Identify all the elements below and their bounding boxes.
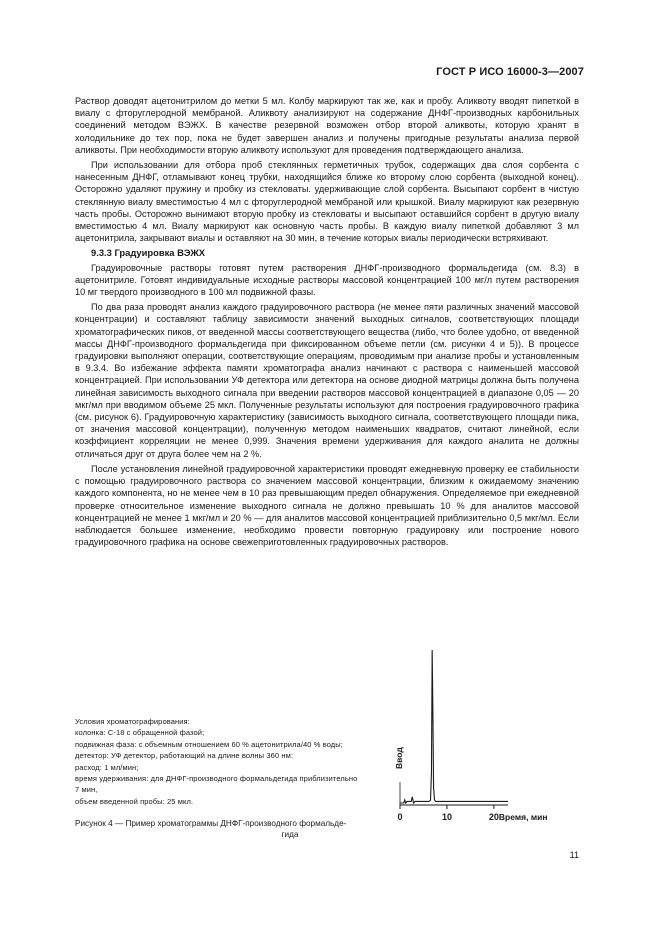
caption-line-1: Рисунок 4 — Пример хроматограммы ДНФГ-производного формальде-	[75, 819, 347, 828]
section-title: 9.3.3 Градуировка ВЭЖХ	[91, 247, 206, 259]
condition-injection-volume: объем введенной пробы: 25 мкл.	[75, 796, 194, 806]
condition-flow: расход: 1 мл/мин;	[75, 762, 139, 772]
condition-retention-value: 7 мин,	[75, 785, 98, 795]
condition-retention-time: время удерживания: для ДНФГ-производного формальдегида приблизительно	[75, 774, 358, 784]
x-tick-label: 20	[488, 812, 499, 822]
chromatogram-trace	[400, 650, 508, 803]
condition-mobile-phase: подвижная фаза: с объемным отношением 60 % ацетонитрила/40 % воды;	[75, 739, 343, 749]
caption-line-2: гида	[281, 830, 299, 839]
paragraph: По два раза проводят анализ каждого градуировочного раствора (не менее пяти различных значений массовой концентрации) и составляют таблицу зависимости значений выходных сигналов, соответствующих площади хроматографических пиков, от введенной массы соответствующего вещества (либо, что более удобно, от введенной массы ДНФГ-производного формальдегида при фиксированном объеме петли (см. рисунки 4 и 5)). В процессе градуировки выполняют операции, соответствующие операциям, проводимым при анализе пробы и установленным в 9.3.4. Во избежание эффекта памяти хроматографа анализ начинают с раствора с наименьшей массовой концентрацией. При использовании УФ детектора или детектора на основе диодной матрицы должна быть получена линейная зависимость выходного сигнала при введении растворов массовой концентрацией в диапазоне 0,05 — 20 мкг/мл при вводимом объеме 25 мкл. Полученные результаты используют для построения градуировочного графика (см. рисунок 6). Градуировочную характеристику (зависимость выходного сигнала, соответствующего площади пика, от значения массовой концентрации), полученную методом наименьших квадратов, считают линейной, если коэффициент корреляции не менее 0,999. Значения времени удерживания для каждого аналита не должны отличаться друг от друга более чем на 2 %.	[75, 302, 579, 459]
x-axis-ticks	[397, 805, 498, 822]
y-axis-label: Ввод	[394, 747, 404, 769]
paragraph: Градуировочные растворы готовят путем растворения ДНФГ-производного формальдегида (см. 8.3) в ацетонитриле. Готовят индивидуальные исходные растворы массовой концентрацией 100 мг/л путем растворения 10 мг твердого производного в 100 мл подвижной фазы.	[75, 262, 579, 298]
paragraph: После установления линейной градуировочной характеристики проводят ежедневную проверку ее стабильности с помощью градуировочного раствора со значением массовой концентрации, близким к ожидаемому значению каждого компонента, но не менее чем в 10 раз превышающим предел обнаружения. Определяемое при ежедневной проверке относительное изменение выходного сигнала не должно превышать 10 % для аналитов массовой концентрацией не менее 1 мкг/мл и 20 % — для аналитов массовой концентрацией приблизительно 0,5 мкг/мл. Если наблюдается большее изменение, необходимо провести повторную градуировку или построение нового градуировочного графика на основе свежеприготовленных градуировочных растворов.	[75, 463, 579, 548]
paragraph: При использовании для отбора проб стеклянных герметичных трубок, содержащих два слоя сорбента с нанесенным ДНФГ, отламывают конец трубки, находящийся ближе ко второму слою сорбента (выходной конец). Осторожно удаляют пружину и пробку из стекловаты. удерживающие слой сорбента. Высыпают сорбент в чистую стеклянную виалу вместимостью 4 мл с фторуглеродной мембраной или крышкой. Виалу маркируют как резервную часть пробы. Осторожно вынимают вторую пробку из стекловаты и высыпают оставшийся сорбент в другую виалу вместимостью 4 мл. Виалу маркируют как основную часть пробы. В каждую виалу пипеткой добавляют 3 мл ацетонитрила, закрывают виалы и оставляют на 30 мин, в течение которых виалы периодически встряхивают.	[75, 160, 579, 244]
page-number: 11	[569, 850, 579, 860]
condition-column: колонка: С-18 с обращенной фазой;	[75, 728, 205, 738]
chromatogram-chart	[383, 636, 583, 826]
x-tick-label: 0	[397, 812, 403, 822]
x-tick-label: 10	[441, 812, 452, 822]
chromatography-conditions	[75, 716, 395, 807]
x-axis-label: Время, мин	[498, 812, 548, 822]
figure-caption	[75, 818, 395, 840]
paragraph: Раствор доводят ацетонитрилом до метки 5 мл. Колбу маркируют так же, как и пробу. Аликвоту вводят пипеткой в виалу с фторуглеродной мембраной. Аликвоту анализируют на содержание ДНФГ-производных карбонильных соединений методом ВЭЖХ. В качестве резервной возможен отбор второй аликвоты, которую хранят в холодильнике до тех пор, пока не будет завершен анализ и получены пригодные результаты анализа первой аликвоты. При необходимости вторую аликвоту используют для проведения подтверждающего анализа.	[75, 96, 579, 155]
conditions-title: Условия хроматографирования:	[75, 717, 190, 726]
body-text	[75, 95, 579, 551]
standard-header: ГОСТ Р ИСО 16000-3—2007	[436, 66, 584, 78]
condition-detector: детектор: УФ детектор, работающий на длине волны 360 нм:	[75, 751, 294, 761]
